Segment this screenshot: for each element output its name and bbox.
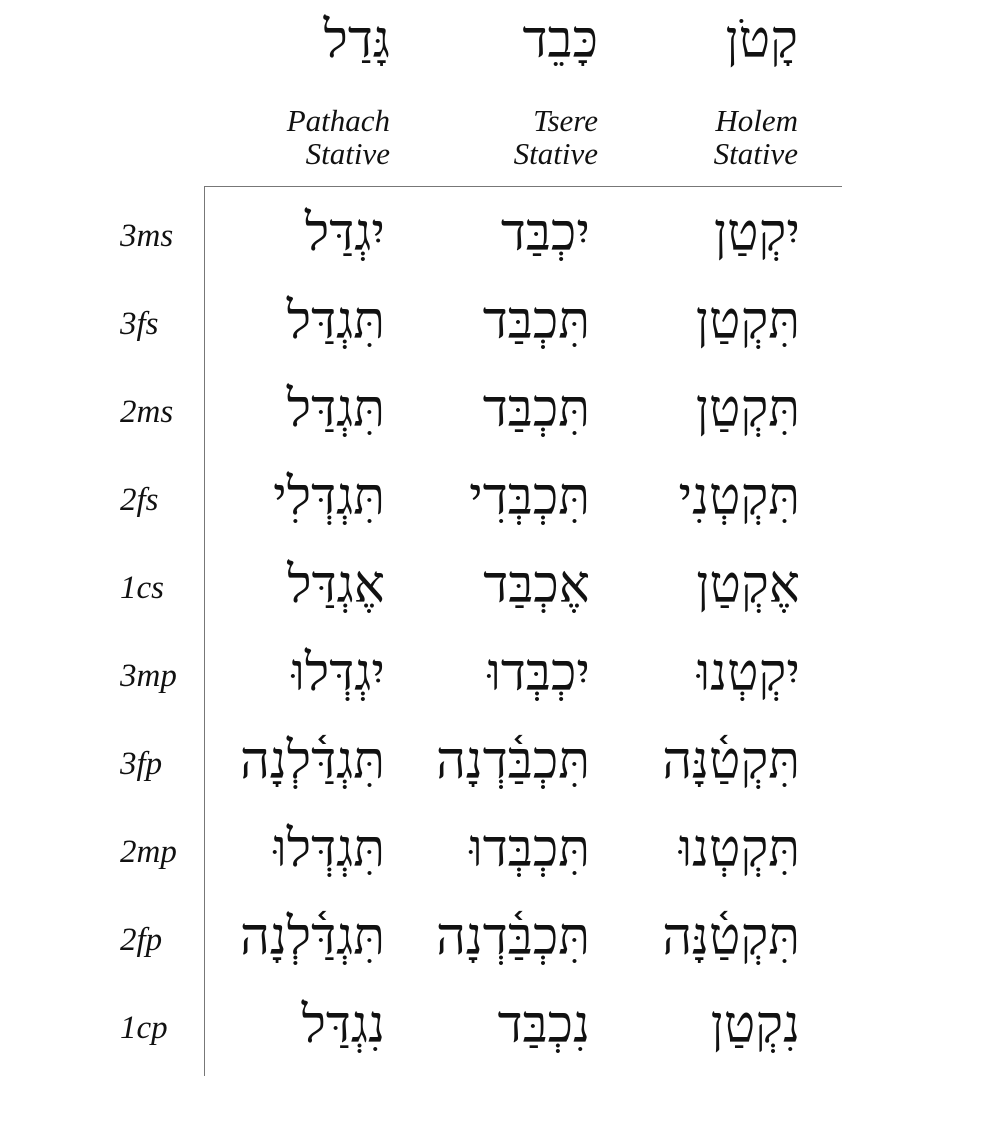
form-stem: אֶכְבּ [508, 555, 590, 615]
row-label: 3mp [120, 658, 177, 694]
header-label-tsere [378, 104, 598, 170]
header-label-holem [578, 104, 798, 170]
form-cell-tsere [350, 906, 590, 968]
form-stem: תִּקְט [709, 731, 800, 791]
form-cell-tsere [350, 642, 590, 704]
form-stem: תִּכְבּ [507, 731, 590, 791]
form-stem: תִּגְדּ [311, 291, 385, 351]
form-stem: יִקְט [727, 203, 800, 263]
form-cell-holem [560, 378, 800, 440]
form-stem: תִּגְדּ [311, 731, 385, 791]
row-label: 1cs [120, 570, 164, 606]
header-label-pathach [170, 104, 390, 170]
form-cell-tsere [350, 994, 590, 1056]
row-label: 3fs [120, 306, 159, 342]
form-cell-holem [560, 642, 800, 704]
header-label-line1: Tsere [533, 103, 598, 138]
form-stem: תִּכְבּ [507, 379, 590, 439]
form-stem: נִגְדּ [325, 995, 385, 1055]
header-word-tsere: כָּבֵד [522, 10, 598, 70]
form-ending: ד [483, 555, 509, 615]
form-stem: תִּקְט [709, 907, 800, 967]
table-row [0, 640, 982, 728]
header-label-line2: Stative [713, 136, 798, 171]
row-label: 2ms [120, 394, 174, 430]
header-label-line1: Holem [715, 103, 798, 138]
form-cell-holem [560, 554, 800, 616]
form-ending: ל [286, 379, 312, 439]
form-cell-tsere [350, 466, 590, 528]
form-cell-holem [560, 290, 800, 352]
form-stem: תִּקְטְנוּ [678, 819, 800, 879]
form-ending: ד [497, 995, 523, 1055]
form-stem: תִּגְדְּלוּ [273, 819, 385, 879]
form-ending: ד [482, 291, 508, 351]
form-cell-pathach [145, 642, 385, 704]
form-cell-tsere [350, 818, 590, 880]
form-cell-pathach [145, 466, 385, 528]
header-word-pathach: גָּדַל [323, 10, 390, 70]
form-ending: ל [301, 995, 326, 1055]
form-stem: יִכְבּ [525, 203, 590, 263]
form-cell-tsere [350, 378, 590, 440]
form-stem: תִּקְט [709, 291, 800, 351]
form-cell-pathach [145, 906, 385, 968]
table-row [0, 728, 982, 816]
form-ending: נָּה [662, 907, 710, 967]
form-stem: יִקְטְנוּ [696, 643, 800, 703]
form-stem: אֶקְט [709, 555, 800, 615]
form-cell-holem [560, 906, 800, 968]
form-stem: תִּכְבְּדִי [469, 467, 590, 527]
form-cell-pathach [145, 994, 385, 1056]
form-cell-pathach [145, 290, 385, 352]
header-label-line1: Pathach [286, 103, 390, 138]
form-cell-tsere [350, 730, 590, 792]
form-stem: יִגְדְּלוּ [291, 643, 385, 703]
table-row [0, 992, 982, 1080]
row-label: 2mp [120, 834, 177, 870]
row-label: 3fp [120, 746, 163, 782]
table-row [0, 552, 982, 640]
form-cell-holem [560, 818, 800, 880]
form-stem: תִּגְדּ [311, 379, 385, 439]
table-row [0, 288, 982, 376]
form-cell-pathach [145, 554, 385, 616]
form-stem: תִּכְבּ [507, 291, 590, 351]
header-label-line2: Stative [513, 136, 598, 171]
form-ending: דְנָה [435, 907, 508, 967]
form-cell-holem [560, 994, 800, 1056]
form-cell-tsere [350, 202, 590, 264]
form-ending: ל [286, 291, 312, 351]
table-row [0, 464, 982, 552]
form-cell-tsere [350, 290, 590, 352]
table-row [0, 816, 982, 904]
form-stem: תִּקְט [709, 379, 800, 439]
form-cell-pathach [145, 730, 385, 792]
table-horizontal-rule [204, 186, 842, 187]
form-stem: תִּכְבּ [507, 907, 590, 967]
form-cell-pathach [145, 378, 385, 440]
form-stem: יִגְדּ [329, 203, 385, 263]
table-row [0, 904, 982, 992]
form-ending: ד [482, 379, 508, 439]
form-stem: נִקְט [723, 995, 800, 1055]
form-ending: לְנָה [239, 907, 312, 967]
row-label: 2fp [120, 922, 163, 958]
row-label: 3ms [120, 218, 174, 254]
form-stem: תִּקְטְנִי [678, 467, 800, 527]
table-row [0, 376, 982, 464]
form-ending: נָּה [662, 731, 710, 791]
form-stem: נִכְבּ [522, 995, 590, 1055]
form-stem: תִּגְדּ [311, 907, 385, 967]
form-ending: ל [304, 203, 330, 263]
row-label: 2fs [120, 482, 159, 518]
form-cell-holem [560, 466, 800, 528]
form-ending: ן [713, 203, 728, 263]
form-ending: לְנָה [239, 731, 312, 791]
form-ending: דְנָה [435, 731, 508, 791]
form-stem: אֶגְדּ [311, 555, 385, 615]
form-cell-pathach [145, 202, 385, 264]
form-ending: ן [696, 555, 710, 615]
form-stem: תִּכְבְּדוּ [469, 819, 590, 879]
form-cell-holem [560, 202, 800, 264]
table-row [0, 200, 982, 288]
form-ending: ן [695, 379, 710, 439]
form-stem: תִּגְדְּלִי [273, 467, 385, 527]
form-ending: ל [287, 555, 312, 615]
header-label-line2: Stative [305, 136, 390, 171]
header-word-holem: קָטֹן [725, 10, 798, 70]
form-cell-pathach [145, 818, 385, 880]
form-cell-holem [560, 730, 800, 792]
row-label: 1cp [120, 1010, 168, 1046]
form-ending: ן [710, 995, 724, 1055]
form-stem: יִכְבְּדוּ [487, 643, 590, 703]
form-ending: ד [500, 203, 526, 263]
form-ending: ן [695, 291, 710, 351]
form-cell-tsere [350, 554, 590, 616]
